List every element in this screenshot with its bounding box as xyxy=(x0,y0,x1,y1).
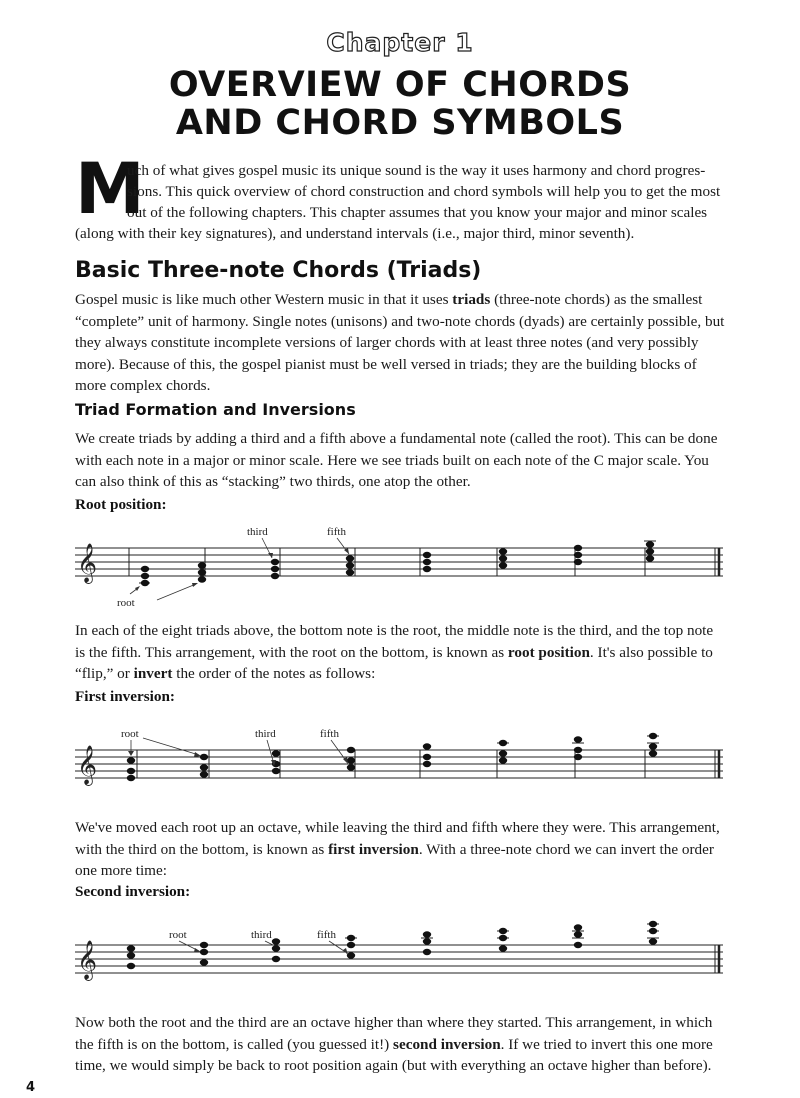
note xyxy=(141,580,149,586)
note xyxy=(574,559,582,565)
staff-first-inversion xyxy=(75,722,725,812)
note xyxy=(347,942,355,948)
note xyxy=(574,552,582,558)
note xyxy=(649,938,657,944)
chapter-title xyxy=(0,66,800,142)
staff-second-inversion xyxy=(75,917,725,1007)
note xyxy=(574,754,582,760)
note xyxy=(574,545,582,551)
chapter-label: Chapter 1 xyxy=(326,28,474,57)
note xyxy=(649,921,657,927)
note xyxy=(423,949,431,955)
note xyxy=(272,956,280,962)
note xyxy=(200,959,208,965)
note xyxy=(499,562,507,568)
drop-cap: M xyxy=(75,148,145,230)
note xyxy=(127,768,135,774)
note xyxy=(141,573,149,579)
intro-line-4: (along with their key signatures), and understand intervals (i.e., major third, minor seventh). xyxy=(75,225,635,242)
note xyxy=(272,750,280,756)
paragraph-root-position xyxy=(75,620,727,685)
note xyxy=(499,928,507,934)
note xyxy=(346,562,354,568)
paragraph-formation: We create triads by adding a third and a fifth above a fundamental note (called the root). This can be done with each note in a major or minor scale. Here we see triads built on each note of the C major scale. You can also think of this as “stacking” two thirds, one atop the other. xyxy=(75,430,718,490)
staff-second-inversion-svg xyxy=(75,917,725,1007)
intro-paragraph xyxy=(75,148,725,250)
intro-line-2: sions. This quick overview of chord construction and chord symbols will help you to get the most xyxy=(127,183,721,200)
paragraph-root-position-text-c: the order of the notes as follows: xyxy=(172,665,376,682)
note xyxy=(499,750,507,756)
note xyxy=(347,764,355,770)
note xyxy=(649,928,657,934)
note xyxy=(646,548,654,554)
note xyxy=(141,566,149,572)
note xyxy=(272,768,280,774)
subsection-heading-triad-formation: Triad Formation and Inversions xyxy=(75,400,356,419)
note xyxy=(127,945,135,951)
staff-first-inversion-svg xyxy=(75,722,725,812)
note xyxy=(127,952,135,958)
note xyxy=(423,931,431,937)
note xyxy=(347,952,355,958)
term-second-inversion: second inversion xyxy=(393,1035,501,1053)
section-heading-basic-triads: Basic Three-note Chords (Triads) xyxy=(75,258,482,283)
note xyxy=(574,931,582,937)
note xyxy=(200,764,208,770)
note xyxy=(423,743,431,749)
note xyxy=(499,935,507,941)
paragraph-second-inversion-text-a: Now both the root and the third are an octave higher than where they started. This arrangement, in which the fifth is on the bottom, is called (you guessed it!) xyxy=(75,1014,713,1053)
note xyxy=(649,733,657,739)
note xyxy=(574,736,582,742)
note xyxy=(423,761,431,767)
paragraph-root-position-text-b: . It's also possible to “flip,” or xyxy=(75,643,713,682)
note xyxy=(200,942,208,948)
note xyxy=(499,555,507,561)
note xyxy=(200,754,208,760)
note xyxy=(646,555,654,561)
note xyxy=(346,555,354,561)
note xyxy=(499,945,507,951)
term-invert: invert xyxy=(133,665,173,682)
page-number: 4 xyxy=(26,1080,36,1095)
note xyxy=(271,566,279,572)
annotation-fifth: fifth xyxy=(327,526,346,538)
note xyxy=(272,945,280,951)
note xyxy=(649,743,657,749)
annotation-third: third xyxy=(251,929,272,941)
chapter-title-line-1: OVERVIEW OF CHORDS xyxy=(168,65,632,105)
note xyxy=(574,924,582,930)
note xyxy=(271,573,279,579)
note xyxy=(423,938,431,944)
note xyxy=(649,750,657,756)
note xyxy=(198,562,206,568)
paragraph-root-position-text-a: In each of the eight triads above, the bottom note is the root, the middle note is the third, and the top note is the fifth. This arrangement, with the root on the bottom, is known as xyxy=(75,622,714,661)
note xyxy=(423,552,431,558)
label-first-inversion: First inversion: xyxy=(75,688,175,705)
note xyxy=(200,771,208,777)
note xyxy=(272,938,280,944)
label-second-inversion: Second inversion: xyxy=(75,883,191,900)
annotation-root: root xyxy=(121,728,139,740)
annotation-fifth: fifth xyxy=(317,929,336,941)
paragraph-first-inversion-text-a: We've moved each root up an octave, while leaving the third and fifth where they were. This arrangement, with the third on the bottom, is known as xyxy=(75,819,720,858)
paragraph-first-inversion-text-b: . With a three-note chord we can invert the order one more time: xyxy=(75,840,714,879)
note xyxy=(646,541,654,547)
paragraph-second-inversion xyxy=(75,1012,727,1077)
note xyxy=(198,569,206,575)
note xyxy=(347,935,355,941)
treble-clef-icon: 𝄞 xyxy=(77,940,98,980)
paragraph-first-inversion xyxy=(75,817,727,882)
treble-clef-icon: 𝄞 xyxy=(77,543,98,583)
paragraph-triads-text-b: (three-note chords) as the smallest “complete” unit of harmony. Single notes (unisons) and two-note chords (dyads) are certainly possible, but they always constitute incomplete versions of larger chords with at least three notes (and very possibly more). Because of this, the gospel pianist must be well versed in triads; they are the building blocks of more complex chords. xyxy=(75,291,725,394)
note xyxy=(423,559,431,565)
annotation-root: root xyxy=(169,929,187,941)
note xyxy=(200,949,208,955)
note xyxy=(347,757,355,763)
paragraph-triads-text-a: Gospel music is like much other Western music in that it uses xyxy=(75,291,453,308)
note xyxy=(423,754,431,760)
note xyxy=(127,757,135,763)
paragraph-second-inversion-text-b: . If we tried to invert this one more time, we would simply be back to root position again (but with everything an octave higher than before). xyxy=(75,1035,713,1074)
note xyxy=(499,740,507,746)
annotation-third: third xyxy=(247,526,268,538)
staff-root-position xyxy=(75,520,725,610)
note xyxy=(346,569,354,575)
note xyxy=(198,576,206,582)
note xyxy=(423,566,431,572)
annotation-fifth: fifth xyxy=(320,728,339,740)
chapter-title-line-2: AND CHORD SYMBOLS xyxy=(175,103,625,143)
term-first-inversion: first inversion xyxy=(328,840,419,858)
treble-clef-icon: 𝄞 xyxy=(77,745,98,785)
note xyxy=(499,757,507,763)
staff-root-position-svg xyxy=(75,520,725,610)
note xyxy=(127,775,135,781)
note xyxy=(271,559,279,565)
note xyxy=(347,747,355,753)
intro-line-1: uch of what gives gospel music its unique sound is the way it uses harmony and chord progres- xyxy=(127,162,706,179)
label-root-position: Root position: xyxy=(75,496,167,513)
annotation-root: root xyxy=(117,597,135,609)
note xyxy=(127,963,135,969)
note xyxy=(574,747,582,753)
term-triads: triads xyxy=(452,291,491,308)
paragraph-triads xyxy=(75,289,725,397)
note xyxy=(574,942,582,948)
annotation-third: third xyxy=(255,728,276,740)
note xyxy=(499,548,507,554)
intro-line-3: out of the following chapters. This chapter assumes that you know your major and minor scales xyxy=(127,204,708,221)
term-root-position: root position xyxy=(507,643,590,661)
